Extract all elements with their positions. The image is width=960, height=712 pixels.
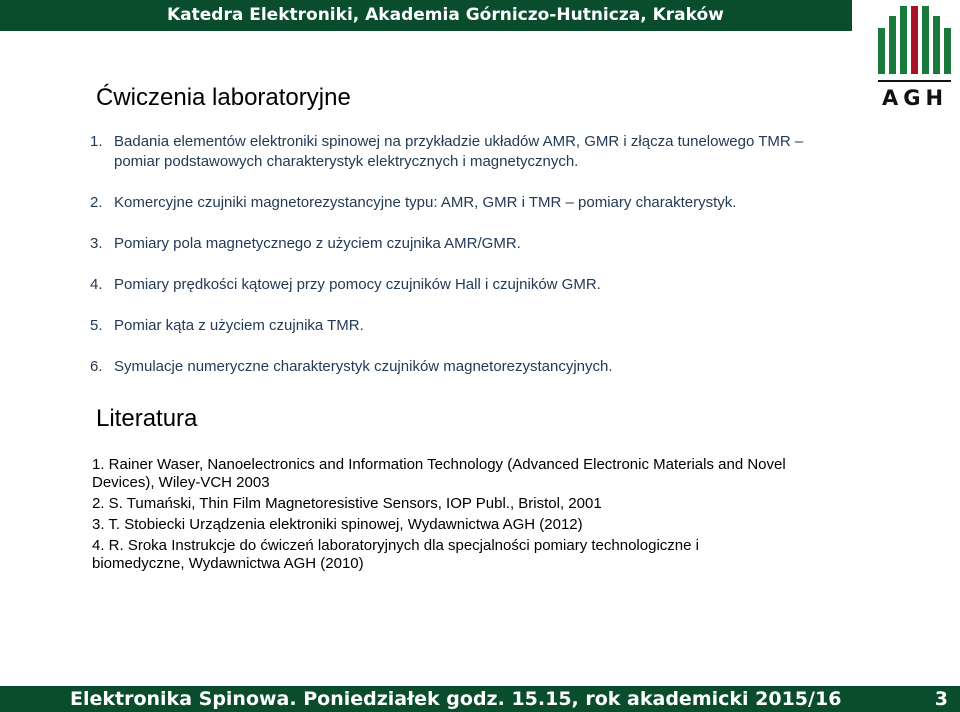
slide-title: Ćwiczenia laboratoryjne bbox=[96, 84, 351, 111]
footer-text: Elektronika Spinowa. Poniedziałek godz. 15.15, rok akademicki 2015/16 bbox=[70, 688, 842, 710]
lab-exercise-item bbox=[90, 275, 830, 295]
lab-exercise-list bbox=[90, 132, 830, 377]
lab-exercise-item bbox=[90, 234, 830, 254]
reference-item: 4. R. Sroka Instrukcje do ćwiczeń laboratoryjnych dla specjalności pomiary technologiczne i biomedyczne, Wydawnictwa AGH (2010) bbox=[92, 537, 699, 572]
item-text: Symulacje numeryczne charakterystyk czujników magnetorezystancyjnych. bbox=[114, 358, 613, 375]
item-text: Komercyjne czujniki magnetorezystancyjne typu: AMR, GMR i TMR – pomiary charakterystyk. bbox=[114, 194, 737, 211]
item-number: 1. bbox=[90, 133, 103, 150]
reference-item: 1. Rainer Waser, Nanoelectronics and Information Technology (Advanced Electronic Materials and Novel Devices), Wiley-VCH 2003 bbox=[92, 456, 786, 491]
item-number: 2. bbox=[90, 194, 103, 211]
footer-bar bbox=[0, 686, 960, 712]
reference-item: 3. T. Stobiecki Urządzenia elektroniki spinowej, Wydawnictwa AGH (2012) bbox=[92, 516, 583, 533]
item-number: 6. bbox=[90, 358, 103, 375]
item-text: Pomiar kąta z użyciem czujnika TMR. bbox=[114, 317, 364, 334]
header-bar bbox=[0, 0, 852, 31]
page-number: 3 bbox=[934, 688, 948, 710]
header-title: Katedra Elektroniki, Akademia Górniczo-Hutnicza, Kraków bbox=[167, 5, 724, 25]
item-number: 5. bbox=[90, 317, 103, 334]
agh-logo-text: AGH bbox=[881, 86, 949, 108]
lab-exercise-item bbox=[90, 132, 830, 172]
lab-exercise-item bbox=[90, 316, 830, 336]
reference-item: 2. S. Tumański, Thin Film Magnetoresistive Sensors, IOP Publ., Bristol, 2001 bbox=[92, 495, 602, 512]
item-number: 4. bbox=[90, 276, 103, 293]
literature-title: Literatura bbox=[96, 405, 198, 432]
lab-exercise-item bbox=[90, 357, 830, 377]
item-text: Badania elementów elektroniki spinowej na przykładzie układów AMR, GMR i złącza tunelowego TMR – pomiar podstawowych charakterystyk elektrycznych i magnetycznych. bbox=[114, 133, 804, 170]
agh-emblem bbox=[878, 6, 951, 82]
reference-list bbox=[92, 456, 792, 573]
item-number: 3. bbox=[90, 235, 103, 252]
agh-logo bbox=[878, 6, 952, 108]
item-text: Pomiary prędkości kątowej przy pomocy czujników Hall i czujników GMR. bbox=[114, 276, 601, 293]
item-text: Pomiary pola magnetycznego z użyciem czujnika AMR/GMR. bbox=[114, 235, 521, 252]
lab-exercise-item bbox=[90, 193, 830, 213]
